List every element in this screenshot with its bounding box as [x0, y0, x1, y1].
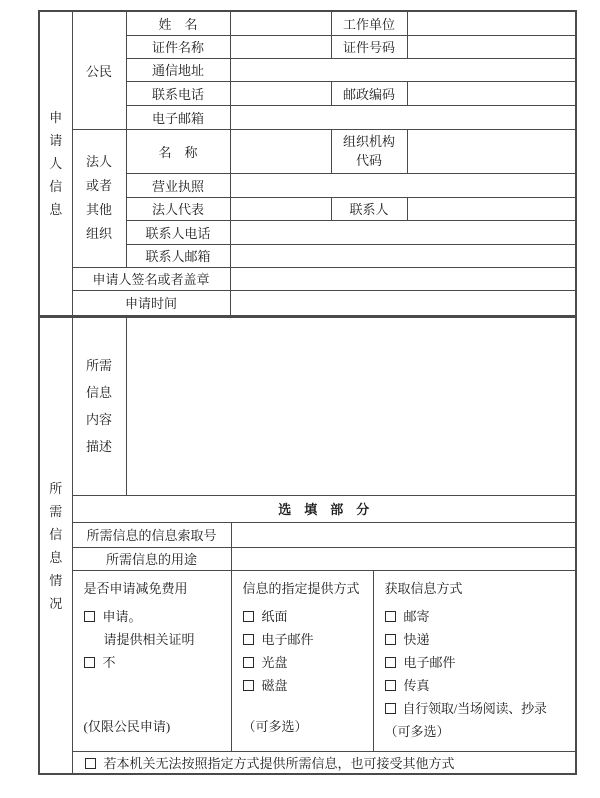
input-id-type[interactable] — [230, 35, 331, 58]
provide-method-cell — [231, 570, 373, 751]
fee-waiver-title: 是否申请减免费用 — [83, 580, 188, 596]
input-id-number[interactable] — [407, 35, 576, 58]
input-postal-code[interactable] — [407, 81, 576, 105]
field-label-contact-person: 联系人 — [331, 197, 407, 220]
fee-option-apply: 申请。 — [84, 609, 225, 624]
section-label-applicant-info — [39, 11, 72, 316]
applicant-section-vertical-label: 申请人信息 — [49, 110, 63, 217]
provide-option-disk: 磁盘 — [243, 678, 367, 693]
checkbox-provide-email[interactable] — [243, 634, 254, 645]
obtain-option-express: 快递 — [385, 632, 570, 647]
obtain-method-cell — [373, 570, 576, 751]
field-label-purpose: 所需信息的用途 — [72, 547, 231, 570]
group-label-citizen: 公民 — [72, 11, 126, 129]
input-org-code[interactable] — [407, 129, 576, 173]
fee-waiver-cell — [72, 570, 231, 751]
provide-option-paper: 纸面 — [243, 609, 367, 624]
accept-other-method-label: 若本机关无法按照指定方式提供所需信息，也可接受其他方式 — [103, 755, 455, 771]
field-label-id-type: 证件名称 — [126, 35, 230, 58]
input-index-number[interactable] — [231, 522, 576, 547]
fee-citizen-only-note: (仅限公民申请) — [83, 718, 171, 734]
checkbox-obtain-self-pickup[interactable] — [385, 703, 396, 714]
obtain-option-mail: 邮寄 — [385, 609, 570, 624]
field-label-legal-representative: 法人代表 — [126, 197, 230, 220]
obtain-option-self-pickup: 自行领取/当场阅读、抄录 — [385, 701, 570, 716]
input-signature[interactable] — [230, 267, 576, 290]
checkbox-obtain-email[interactable] — [385, 657, 396, 668]
input-contact-phone[interactable] — [230, 81, 331, 105]
field-label-id-number: 证件号码 — [331, 35, 407, 58]
optional-section-header: 选 填 部 分 — [72, 495, 576, 522]
provide-multi-select-note: （可多选） — [242, 718, 308, 734]
field-label-name: 姓 名 — [126, 11, 230, 35]
checkbox-obtain-express[interactable] — [385, 634, 396, 645]
obtain-multi-select-note: （可多选） — [384, 723, 450, 739]
fee-apply-note: 请提供相关证明 — [103, 631, 195, 647]
input-org-name[interactable] — [230, 129, 331, 173]
provide-option-email: 电子邮件 — [243, 632, 367, 647]
input-legal-representative[interactable] — [230, 197, 331, 220]
field-label-index-number: 所需信息的信息索取号 — [72, 522, 231, 547]
field-label-business-license: 营业执照 — [126, 173, 230, 197]
input-business-license[interactable] — [230, 173, 576, 197]
input-purpose[interactable] — [231, 547, 576, 570]
field-label-description: 所需 信息 内容 描述 — [72, 317, 126, 495]
input-description[interactable] — [126, 317, 576, 495]
field-label-email: 电子邮箱 — [126, 105, 230, 129]
input-mailing-address[interactable] — [230, 58, 576, 81]
obtain-option-email: 电子邮件 — [385, 655, 570, 670]
field-label-contact-person-email: 联系人邮箱 — [126, 244, 230, 267]
applicant-info-table — [38, 10, 577, 317]
field-label-org-name: 名 称 — [126, 129, 230, 173]
obtain-method-title: 获取信息方式 — [384, 580, 463, 596]
field-label-mailing-address: 通信地址 — [126, 58, 230, 81]
checkbox-provide-cd[interactable] — [243, 657, 254, 668]
required-info-section-vertical-label: 所需信息情况 — [49, 480, 63, 611]
section-label-required-info — [39, 317, 72, 774]
input-name[interactable] — [230, 11, 331, 35]
obtain-option-fax: 传真 — [385, 678, 570, 693]
field-label-work-unit: 工作单位 — [331, 11, 407, 35]
input-apply-time[interactable] — [230, 290, 576, 316]
checkbox-provide-paper[interactable] — [243, 611, 254, 622]
input-work-unit[interactable] — [407, 11, 576, 35]
group-label-organization: 法人 或者 其他 组织 — [72, 129, 126, 267]
checkbox-provide-disk[interactable] — [243, 680, 254, 691]
input-email[interactable] — [230, 105, 576, 129]
field-label-contact-phone: 联系电话 — [126, 81, 230, 105]
input-contact-person-email[interactable] — [230, 244, 576, 267]
field-label-contact-person-phone: 联系人电话 — [126, 220, 230, 244]
input-contact-person-phone[interactable] — [230, 220, 576, 244]
checkbox-obtain-fax[interactable] — [385, 680, 396, 691]
checkbox-fee-apply[interactable] — [84, 611, 95, 622]
field-label-postal-code: 邮政编码 — [331, 81, 407, 105]
provide-option-cd: 光盘 — [243, 655, 367, 670]
checkbox-accept-other[interactable] — [85, 758, 96, 769]
checkbox-obtain-mail[interactable] — [385, 611, 396, 622]
field-label-org-code: 组织机构 代码 — [331, 129, 407, 173]
field-label-signature: 申请人签名或者盖章 — [72, 267, 230, 290]
required-info-table — [38, 316, 577, 775]
fee-option-no: 不 — [84, 655, 225, 670]
field-label-apply-time: 申请时间 — [72, 290, 230, 316]
provide-method-title: 信息的指定提供方式 — [242, 580, 360, 596]
accept-other-method-row — [72, 751, 576, 774]
checkbox-fee-no[interactable] — [84, 657, 95, 668]
input-contact-person[interactable] — [407, 197, 576, 220]
